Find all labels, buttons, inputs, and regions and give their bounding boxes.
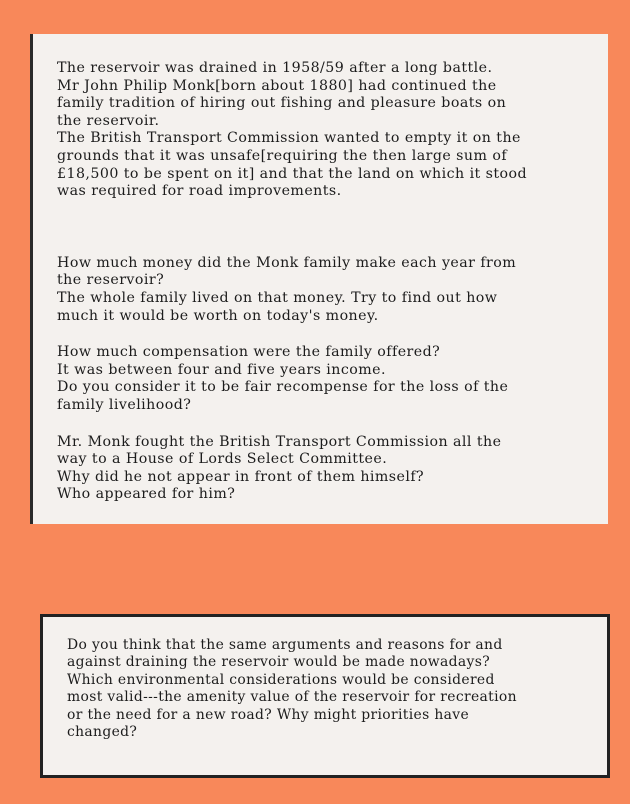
text-line: or the need for a new road? Why might priorities have bbox=[67, 706, 470, 723]
text-line: It was between four and five years income. bbox=[57, 361, 386, 378]
text-line: How much compensation were the family offered? bbox=[57, 344, 441, 361]
text-line: Mr. Monk fought the British Transport Commission all the bbox=[57, 433, 502, 450]
paragraph-compensation bbox=[57, 344, 590, 414]
history-text-card bbox=[30, 34, 608, 524]
text-line: Mr John Philip Monk[born about 1880] had continued the bbox=[57, 77, 497, 94]
text-line: way to a House of Lords Select Committee. bbox=[57, 451, 388, 468]
text-line: family tradition of hiring out fishing and pleasure boats on bbox=[57, 95, 507, 112]
text-line: changed? bbox=[67, 724, 138, 741]
text-line: Do you consider it to be fair recompense for the loss of the bbox=[57, 379, 509, 396]
text-line: was required for road improvements. bbox=[57, 183, 342, 200]
text-line: The reservoir was drained in 1958/59 after a long battle. bbox=[57, 60, 493, 76]
text-line: the reservoir? bbox=[57, 272, 165, 289]
text-line: family livelihood? bbox=[57, 396, 192, 413]
text-line: most valid---the amenity value of the reservoir for recreation bbox=[67, 689, 517, 706]
text-line: How much money did the Monk family make each year from bbox=[57, 254, 517, 271]
text-line: Do you think that the same arguments and reasons for and bbox=[67, 637, 503, 653]
text-line: Which environmental considerations would be considered bbox=[67, 671, 495, 688]
text-line: £18,500 to be spent on it] and that the land on which it stood bbox=[57, 165, 528, 182]
text-line: the reservoir. bbox=[57, 112, 160, 129]
paragraph-family-income bbox=[57, 255, 590, 325]
text-line: much it would be worth on today's money. bbox=[57, 307, 379, 324]
discussion-question-card bbox=[40, 614, 610, 778]
text-line: Who appeared for him? bbox=[57, 486, 236, 503]
text-line: Why did he not appear in front of them himself? bbox=[57, 468, 425, 485]
text-line: The whole family lived on that money. Try to find out how bbox=[57, 289, 498, 306]
text-line: against draining the reservoir would be made nowadays? bbox=[67, 654, 491, 671]
paragraph-reservoir-history bbox=[57, 60, 590, 201]
text-line: grounds that it was unsafe[requiring the then large sum of bbox=[57, 147, 508, 164]
text-line: The British Transport Commission wanted to empty it on the bbox=[57, 130, 521, 147]
paragraph-house-of-lords bbox=[57, 434, 590, 504]
